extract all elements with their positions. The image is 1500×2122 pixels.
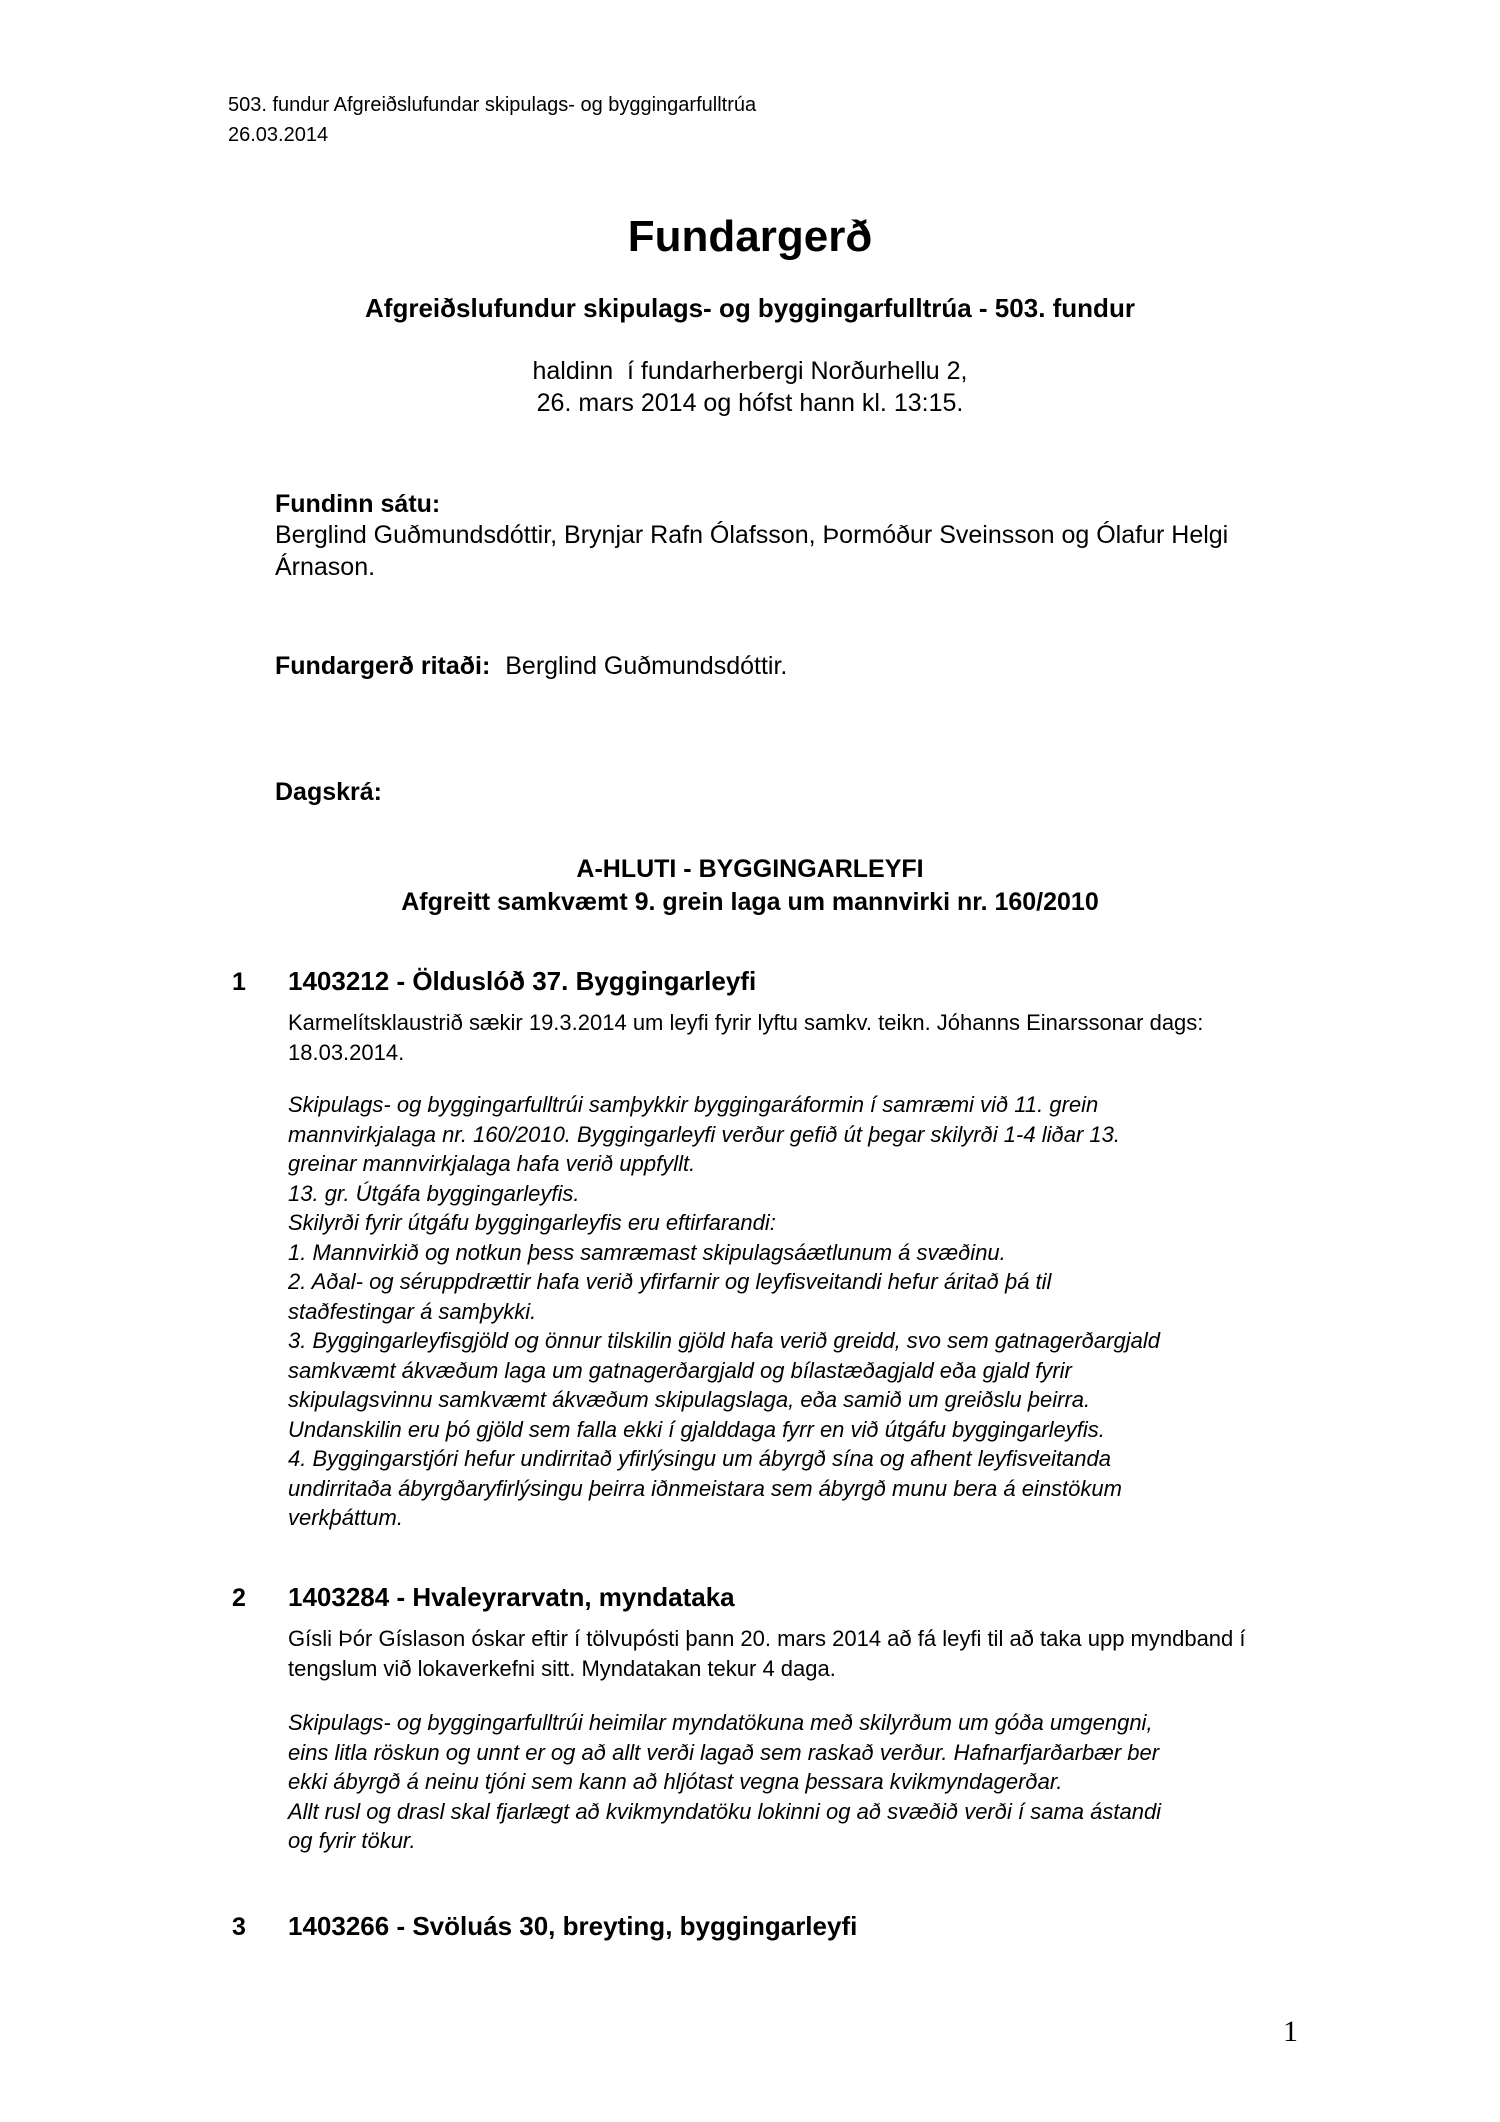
item-decision bbox=[288, 1090, 1318, 1533]
item-title: 1403212 - Ölduslóð 37. Byggingarleyfi bbox=[288, 966, 757, 996]
minutes-by-name: Berglind Guðmundsdóttir. bbox=[505, 652, 788, 680]
minutes-by bbox=[275, 652, 787, 681]
item-number: 1 bbox=[232, 968, 246, 996]
decision-line: Undanskilin eru þó gjöld sem falla ekki í gjalddaga fyrr en við útgáfu byggingarleyfis. bbox=[288, 1416, 1105, 1442]
item-title: 1403284 - Hvaleyrarvatn, myndataka bbox=[288, 1582, 735, 1612]
section-subtitle: Afgreitt samkvæmt 9. grein laga um mannvirki nr. 160/2010 bbox=[401, 888, 1099, 916]
attendees-label: Fundinn sátu: bbox=[275, 490, 441, 518]
decision-line: eins litla röskun og unnt er og að allt verði lagað sem raskað verður. Hafnarfjarðarbær ber bbox=[288, 1739, 1160, 1765]
decision-line: 2. Aðal- og séruppdrættir hafa verið yfirfarnir og leyfisveitandi hefur áritað þá til bbox=[288, 1269, 1052, 1294]
decision-line: og fyrir tökur. bbox=[288, 1828, 416, 1853]
decision-line: Skipulags- og byggingarfulltrúi samþykkir byggingaráformin í samræmi við 11. grein bbox=[288, 1092, 1099, 1117]
item-decision bbox=[288, 1708, 1318, 1856]
decision-line: 4. Byggingarstjóri hefur undirritað yfirlýsingu um ábyrgð sína og afhent leyfisveitanda bbox=[288, 1446, 1112, 1471]
decision-line: staðfestingar á samþykki. bbox=[288, 1298, 537, 1324]
decision-line: greinar mannvirkjalaga hafa verið uppfyllt. bbox=[288, 1151, 696, 1176]
item-description: Gísli Þór Gíslason óskar eftir í tölvupósti þann 20. mars 2014 að fá leyfi til að taka upp myndband í tengslum við lokaverkefni sitt. Myndatakan tekur 4 daga. bbox=[288, 1626, 1246, 1681]
decision-line: 13. gr. Útgáfa byggingarleyfis. bbox=[288, 1180, 580, 1206]
item-number: 2 bbox=[232, 1584, 246, 1612]
decision-line: undirritaða ábyrgðaryfirlýsingu þeirra iðnmeistara sem ábyrgð munu bera á einstökum bbox=[288, 1475, 1122, 1501]
decision-line: ekki ábyrgð á neinu tjóni sem kann að hljótast vegna þessara kvikmyndagerðar. bbox=[288, 1769, 1063, 1794]
header-date: 26.03.2014 bbox=[228, 124, 329, 146]
header-meeting-line: 503. fundur Afgreiðslufundar skipulags- og byggingarfulltrúa bbox=[228, 94, 757, 116]
item-title: 1403266 - Svöluás 30, breyting, byggingarleyfi bbox=[288, 1911, 858, 1941]
decision-line: samkvæmt ákvæðum laga um gatnagerðargjald og bílastæðagjald eða gjald fyrir bbox=[288, 1357, 1072, 1383]
item-number: 3 bbox=[232, 1913, 246, 1941]
document-title: Fundargerð bbox=[627, 212, 873, 261]
meeting-time: 26. mars 2014 og hófst hann kl. 13:15. bbox=[536, 389, 964, 417]
decision-line: Skilyrði fyrir útgáfu byggingarleyfis eru eftirfarandi: bbox=[288, 1210, 776, 1235]
decision-line: 3. Byggingarleyfisgjöld og önnur tilskilin gjöld hafa verið greidd, svo sem gatnagerðargjald bbox=[288, 1328, 1160, 1353]
decision-line: Skipulags- og byggingarfulltrúi heimilar myndatökuna með skilyrðum um góða umgengni, bbox=[288, 1710, 1153, 1735]
section-title: A-HLUTI - BYGGINGARLEYFI bbox=[576, 855, 924, 883]
decision-line: 1. Mannvirkið og notkun þess samræmast skipulagsáætlunum á svæðinu. bbox=[288, 1239, 1006, 1265]
page-number: 1 bbox=[1283, 2015, 1298, 2048]
document-subtitle: Afgreiðslufundur skipulags- og byggingarfulltrúa - 503. fundur bbox=[365, 293, 1135, 323]
meeting-location-time bbox=[0, 355, 1500, 419]
page-header bbox=[228, 90, 756, 150]
attendees-names: Berglind Guðmundsdóttir, Brynjar Rafn Ólafsson, Þormóður Sveinsson og Ólafur Helgi Árnason. bbox=[275, 521, 1229, 581]
decision-line: mannvirkjalaga nr. 160/2010. Byggingarleyfi verður gefið út þegar skilyrði 1-4 liðar 13. bbox=[288, 1121, 1120, 1147]
decision-line: verkþáttum. bbox=[288, 1505, 403, 1530]
section-heading bbox=[0, 853, 1500, 919]
minutes-by-label: Fundargerð ritaði: bbox=[275, 652, 491, 680]
item-description: Karmelítsklaustrið sækir 19.3.2014 um leyfi fyrir lyftu samkv. teikn. Jóhanns Einarssonar dags: 18.03.2014. bbox=[288, 1010, 1204, 1065]
meeting-location: haldinn í fundarherbergi Norðurhellu 2, bbox=[532, 357, 968, 385]
decision-line: Allt rusl og drasl skal fjarlægt að kvikmyndatöku lokinni og að svæðið verði í sama ástandi bbox=[288, 1798, 1162, 1824]
decision-line: skipulagsvinnu samkvæmt ákvæðum skipulagslaga, eða samið um greiðslu þeirra. bbox=[288, 1387, 1091, 1412]
agenda-label: Dagskrá: bbox=[275, 778, 382, 806]
